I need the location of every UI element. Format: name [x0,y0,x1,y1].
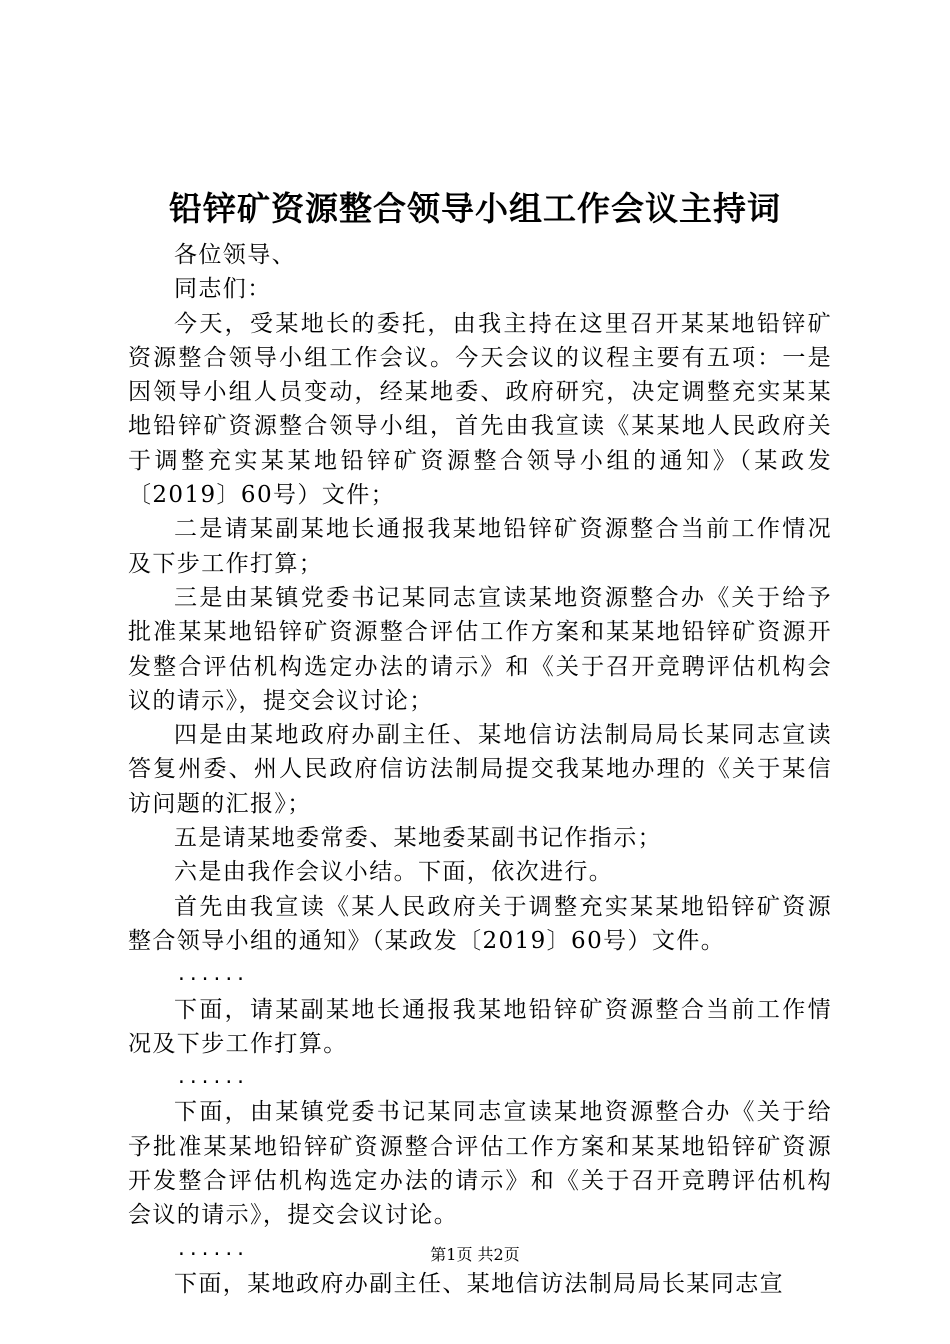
ellipsis-separator: ...... [176,1238,248,1260]
page-number-footer: 第1页 共2页 [430,1245,520,1264]
fourth-reading-paragraph: 下面，某地政府办副主任、某地信访法制局局长某同志宣 [174,1270,784,1297]
second-report-paragraph: 下面，请某副某地长通报我某地铅锌矿资源整合当前工作情况及下步工作打算。 [128,996,832,1057]
agenda-item-4: 四是由某地政府办副主任、某地信访法制局局长某同志宣读答复州委、州人民政府信访法制局提交我某地办理的《关于某信访问题的汇报》； [128,722,832,817]
document-title: 铅锌矿资源整合领导小组工作会议主持词 [169,189,781,228]
agenda-intro-paragraph: 今天，受某地长的委托，由我主持在这里召开某某地铅锌矿资源整合领导小组工作会议。今天会议的议程主要有五项：一是因领导小组人员变动，经某地委、政府研究，决定调整充实某某地铅锌矿资源整合领导小组，首先由我宣读《某某地人民政府关于调整充实某某地铅锌矿资源整合领导小组的通知》（某政发〔2019〕60号）文件； [128,310,832,509]
agenda-item-5: 五是请某地委常委、某地委某副书记作指示； [174,825,662,852]
third-reading-paragraph: 下面，由某镇党委书记某同志宣读某地资源整合办《关于给予批准某某地铅锌矿资源整合评估工作方案和某某地铅锌矿资源开发整合评估机构选定办法的请示》和《关于召开竞聘评估机构会议的请示》，提交会议讨论。 [128,1099,832,1229]
salutation-leaders: 各位领导、 [174,242,296,268]
ellipsis-separator: ...... [176,1067,248,1089]
salutation-comrades: 同志们： [174,276,272,303]
agenda-item-6: 六是由我作会议小结。下面，依次进行。 [174,859,614,886]
agenda-item-3: 三是由某镇党委书记某同志宣读某地资源整合办《关于给予批准某某地铅锌矿资源整合评估工作方案和某某地铅锌矿资源开发整合评估机构选定办法的请示》和《关于召开竞聘评估机构会议的请示》，提交会议讨论； [128,584,832,714]
first-reading-paragraph: 首先由我宣读《某人民政府关于调整充实某某地铅锌矿资源整合领导小组的通知》（某政发〔2019〕60号）文件。 [128,893,832,954]
document-body [128,238,832,1301]
ellipsis-separator: ...... [176,964,248,986]
agenda-item-2: 二是请某副某地长通报我某地铅锌矿资源整合当前工作情况及下步工作打算； [128,516,832,577]
